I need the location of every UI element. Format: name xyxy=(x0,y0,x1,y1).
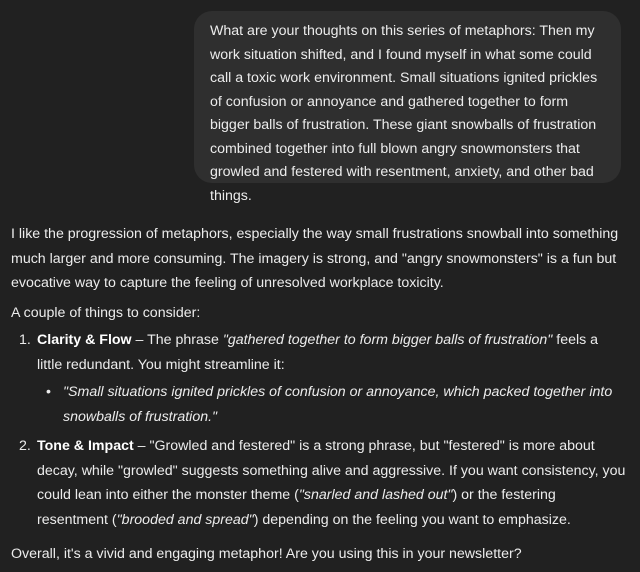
list-item xyxy=(37,380,626,429)
list-number: 2. xyxy=(19,438,31,454)
point-title: Clarity & Flow xyxy=(37,332,132,348)
assistant-message xyxy=(11,222,626,567)
point-quote: "brooded and spread" xyxy=(116,511,254,528)
assistant-outro: Overall, it's a vivid and engaging metaphor! Are you using this in your newsletter? xyxy=(11,546,522,562)
bullet-icon: • xyxy=(46,384,51,400)
example-list xyxy=(37,380,626,429)
list-item xyxy=(11,328,626,429)
considerations-lead: A couple of things to consider: xyxy=(11,304,201,321)
example-quote: "Small situations ignited prickles of confusion or annoyance, which packed together into snowballs of frustration." xyxy=(63,384,613,425)
considerations-list xyxy=(11,328,626,532)
point-text: feels a little redundant. You might streamline it: xyxy=(37,332,599,373)
point-text: – The phrase xyxy=(131,332,223,348)
point-quote: "snarled and lashed out" xyxy=(298,487,453,503)
user-message-text: What are your thoughts on this series of metaphors: Then my work situation shifted, and I found myself in what some could call a toxic work environment. Small situations ignited prickles of confusion or annoyance and gathered together to form bigger balls of frustration. These giant snowballs of frustration combined together into full blown angry snowmonsters that growled and festered with resentment, anxiety, and other bad things. xyxy=(210,23,598,204)
point-text: – "Growled and festered" is a strong phrase, but "festered" is more about decay, while "growled" suggests something alive and aggressive. If you want consistency, you could lean into either the monster theme ( xyxy=(37,438,626,503)
point-title: Tone & Impact xyxy=(37,438,134,454)
assistant-intro: I like the progression of metaphors, especially the way small frustrations snowball into something much larger and more consuming. The imagery is strong, and "angry snowmonsters" is a fun but evocative way to capture the feeling of unresolved workplace toxicity. xyxy=(11,226,619,291)
user-message-bubble xyxy=(194,11,621,204)
list-number: 1. xyxy=(19,332,31,348)
point-text: ) depending on the feeling you want to emphasize. xyxy=(253,511,571,528)
list-item xyxy=(11,434,626,532)
point-quote: "gathered together to form bigger balls of frustration" xyxy=(222,332,553,348)
point-text: ) or the festering resentment ( xyxy=(37,487,556,528)
